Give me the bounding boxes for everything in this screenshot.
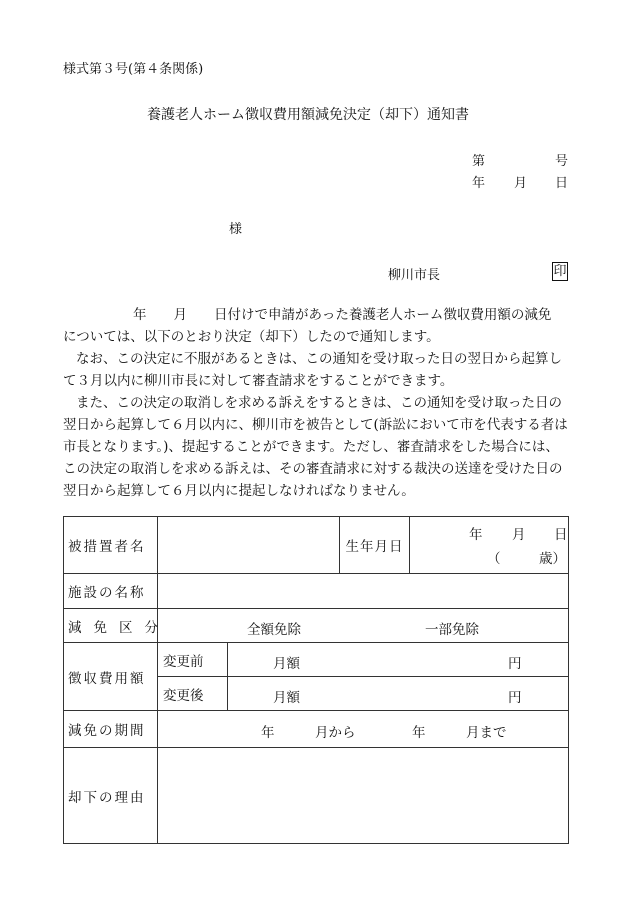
option-full-exemption[interactable]: 全額免除 <box>247 622 301 638</box>
row-facility <box>64 574 569 609</box>
row-rejection-reason <box>64 748 569 844</box>
doc-number-go: 号 <box>555 154 569 169</box>
fee-after-field[interactable] <box>228 677 569 711</box>
body-line-2: については、以下のとおり決定（却下）したので通知します。 <box>63 329 440 345</box>
birth-month: 月 <box>512 527 526 543</box>
date-month: 月 <box>514 176 528 191</box>
label-collection-fee: 徴収費用額 <box>64 643 158 711</box>
birth-date-field[interactable] <box>410 517 569 574</box>
age-close: 歳） <box>539 551 566 567</box>
label-before-change: 変更前 <box>158 643 228 677</box>
seal-stamp: 印 <box>553 264 567 279</box>
date-year: 年 <box>472 176 486 191</box>
rejection-reason-field[interactable] <box>158 748 569 844</box>
sender-name: 柳川市長 <box>388 268 441 283</box>
date-day: 日 <box>555 176 569 191</box>
body-paragraph-3: また、この決定の取消しを求める訴えをするときは、この通知を受け取った日の翌日から起算して６月以内に、柳川市を被告として(訴訟において市を代表する者は市長となります。)、提起することができます。ただし、審査請求をした場合には、この決定の取消しを求める訴えは、その審査請求に対する裁決の送達を受けた日の翌日から起算して６月以内に提起しなければなりません。 <box>63 395 568 499</box>
label-birth-date: 生年月日 <box>340 517 410 574</box>
birth-year: 年 <box>469 527 483 543</box>
yen-label-after: 円 <box>508 690 522 706</box>
label-recipient-name: 被措置者名 <box>64 517 158 574</box>
body-line-1: 年 月 日付けで申請があった養護老人ホーム徴収費用額の減免 <box>133 307 552 323</box>
reduction-period-field[interactable] <box>158 711 569 748</box>
age-open: （ <box>487 551 501 567</box>
recipient-honorific: 様 <box>229 222 243 237</box>
yen-label-before: 円 <box>508 656 522 672</box>
body-paragraph-2: なお、この決定に不服があるときは、この通知を受け取った日の翌日から起算して３月以内に柳川市長に対して審査請求をすることができます。 <box>63 351 562 389</box>
row-recipient <box>64 517 569 574</box>
doc-number-dai: 第 <box>472 154 486 169</box>
monthly-label-before: 月額 <box>273 656 300 672</box>
label-rejection-reason: 却下の理由 <box>64 748 158 844</box>
label-facility-name: 施設の名称 <box>64 574 158 609</box>
period-from: 月から <box>315 725 356 741</box>
period-end-year: 年 <box>412 725 426 741</box>
period-start-year: 年 <box>261 725 275 741</box>
reduction-form-table <box>63 516 569 844</box>
facility-name-field[interactable] <box>158 574 569 609</box>
option-partial-exemption[interactable]: 一部免除 <box>425 622 479 638</box>
period-until: 月まで <box>466 725 507 741</box>
row-fee-before <box>64 643 569 677</box>
body-text <box>63 304 568 502</box>
label-reduction-period: 減免の期間 <box>64 711 158 748</box>
reduction-type-field[interactable] <box>158 609 569 643</box>
row-reduction-type <box>64 609 569 643</box>
recipient-name-field[interactable] <box>158 517 340 574</box>
monthly-label-after: 月額 <box>273 690 300 706</box>
birth-day: 日 <box>554 527 568 543</box>
label-reduction-type: 減免区分 <box>64 609 158 643</box>
form-number: 様式第３号(第４条関係) <box>63 62 204 77</box>
row-reduction-period <box>64 711 569 748</box>
label-after-change: 変更後 <box>158 677 228 711</box>
document-title: 養護老人ホーム徴収費用額減免決定（却下）通知書 <box>147 107 469 123</box>
fee-before-field[interactable] <box>228 643 569 677</box>
